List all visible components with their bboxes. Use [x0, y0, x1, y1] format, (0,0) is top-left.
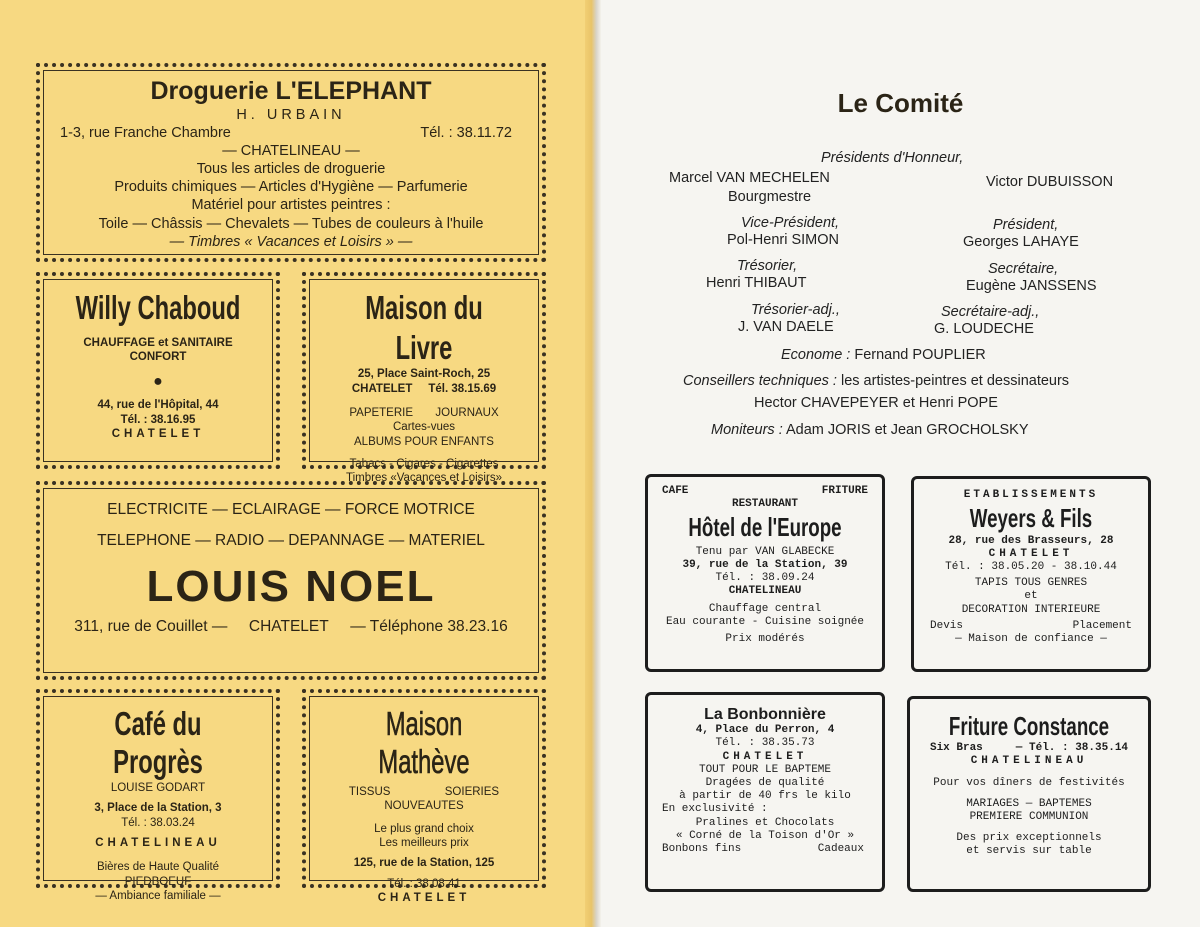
weyers-phone: Tél. : 38.05.20 - 38.10.44: [945, 561, 1117, 574]
econome-row: [781, 347, 986, 363]
conseillers-names: Hector CHAVEPEYER et Henri POPE: [754, 395, 998, 411]
right-page: [601, 0, 1200, 927]
chaboud-bullet: ●: [153, 373, 163, 391]
friture-city: CHATELINEAU: [970, 755, 1088, 768]
sec-label: Secrétaire,: [988, 261, 1059, 277]
livre-line4: Tabacs - Cigares - Cigarettes: [349, 458, 499, 471]
bonbonniere-name: La Bonbonnière: [704, 706, 826, 723]
noel-city: CHATELET: [248, 618, 329, 636]
chaboud-name: Willy Chaboud: [75, 289, 241, 326]
sec-name: Eugène JANSSENS: [966, 278, 1097, 294]
livre-line5: Timbres «Vacances et Loisirs»: [346, 472, 502, 485]
bonbonniere-line7b: Cadeaux: [817, 842, 864, 855]
chaboud-line2: CONFORT: [129, 350, 187, 363]
noel-name: LOUIS NOEL: [146, 561, 436, 611]
hotel-line2: Eau courante - Cuisine soignée: [665, 615, 865, 628]
pres-name: Georges LAHAYE: [963, 234, 1079, 250]
progres-city: CHATELINEAU: [95, 837, 221, 849]
progres-line1: Bières de Haute Qualité: [96, 861, 220, 874]
livre-line2: Cartes-vues: [393, 421, 455, 434]
progres-phone: Tél. : 38.03.24: [121, 816, 195, 829]
weyers-line4b: Placement: [1072, 619, 1132, 632]
bonbonniere-line3: à partir de 40 frs le kilo: [679, 790, 851, 803]
chaboud-phone: Tél. : 38.16.95: [120, 413, 196, 426]
ad-louis-noel: [36, 481, 546, 680]
bonbonniere-line6: « Corné de la Toison d'Or »: [675, 829, 855, 842]
progres-name: Café du Progrès: [113, 705, 203, 780]
progres-line2: PIEDBOEUF: [124, 875, 192, 888]
droguerie-address-row: [40, 124, 542, 142]
noel-line2: TELEPHONE — RADIO — DEPANNAGE — MATERIEL: [97, 532, 485, 550]
ad-droguerie: [36, 63, 546, 262]
noel-address: 311, rue de Couillet —: [74, 618, 228, 636]
droguerie-line3: Matériel pour artistes peintres :: [191, 197, 391, 214]
ad-matheve: [302, 689, 546, 905]
friture-place: Six Bras: [929, 742, 983, 755]
conseillers-text: les artistes-peintres et dessinateurs: [840, 373, 1070, 389]
droguerie-name: Droguerie L'ELEPHANT: [150, 77, 432, 105]
friture-name: Friture Constance: [948, 711, 1110, 741]
treas-label: Trésorier,: [737, 258, 798, 274]
weyers-line5: — Maison de confiance —: [955, 633, 1107, 645]
hotel-name: Hôtel de l'Europe: [688, 512, 842, 543]
progres-address: 3, Place de la Station, 3: [94, 802, 222, 815]
book-spine: [585, 0, 601, 927]
bonbonniere-line7a: Bonbons fins: [662, 842, 742, 855]
conseillers-row: [683, 373, 1069, 389]
weyers-line2: et: [1024, 590, 1038, 603]
bonbonniere-line5: Pralines et Chocolats: [695, 816, 835, 829]
weyers-city: CHATELET: [988, 547, 1074, 560]
chaboud-city: CHATELET: [111, 428, 205, 441]
treas-name: Henri THIBAUT: [706, 275, 807, 291]
vp-name: Pol-Henri SIMON: [727, 232, 839, 248]
droguerie-owner: H. URBAIN: [236, 106, 346, 123]
hotel-top-row: [648, 485, 882, 498]
weyers-line1: TAPIS TOUS GENRES: [974, 577, 1088, 590]
hotel-owner: Tenu par VAN GLABECKE: [695, 545, 835, 558]
livre-address: 25, Place Saint-Roch, 25: [357, 368, 491, 381]
ad-bonbonniere: [645, 692, 885, 892]
matheve-city: CHATELET: [377, 892, 471, 905]
friture-phone: — Tél. : 38.35.14: [1015, 742, 1129, 755]
conseillers-label: Conseillers techniques :: [683, 373, 837, 389]
livre-line1a: PAPETERIE: [349, 406, 414, 419]
hotel-top-right: FRITURE: [821, 485, 868, 497]
livre-line1b: JOURNAUX: [435, 406, 499, 419]
weyers-line4-row: [914, 620, 1148, 633]
bonbonniere-line4: En exclusivité :: [662, 803, 768, 816]
friture-line1: Pour vos dîners de festivités: [933, 776, 1125, 789]
weyers-line3: DECORATION INTERIEURE: [961, 603, 1101, 616]
ad-friture-constance: [907, 696, 1151, 892]
weyers-address: 28, rue des Brasseurs, 28: [948, 534, 1114, 547]
friture-place-row: [910, 742, 1148, 755]
weyers-top: ETABLISSEMENTS: [963, 489, 1099, 501]
friture-line2: MARIAGES — BAPTEMES: [966, 797, 1092, 810]
livre-name: Maison du Livre: [365, 289, 483, 366]
progres-line3: — Ambiance familiale —: [95, 890, 221, 903]
chaboud-line1: CHAUFFAGE et SANITAIRE: [83, 336, 233, 349]
livre-line3: ALBUMS POUR ENFANTS: [354, 435, 494, 448]
matheve-line2: NOUVEAUTES: [384, 800, 464, 813]
pres-label: Président,: [993, 217, 1059, 233]
noel-address-row: [40, 617, 542, 636]
ad-chaboud: [36, 272, 280, 469]
livre-city-row: [306, 382, 542, 396]
hotel-phone: Tél. : 38.09.24: [715, 572, 815, 585]
progres-owner: LOUISE GODART: [110, 781, 206, 794]
honor-label: Présidents d'Honneur,: [821, 150, 964, 166]
ad-hotel-europe: [645, 474, 885, 672]
matheve-line1a: TISSUS: [348, 785, 391, 798]
page-title: Le Comité: [837, 88, 964, 118]
moniteurs-names: Adam JORIS et Jean GROCHOLSKY: [785, 422, 1029, 438]
matheve-address: 125, rue de la Station, 125: [353, 857, 495, 870]
hotel-top2: RESTAURANT: [731, 498, 798, 511]
livre-phone: Tél. 38.15.69: [428, 382, 497, 395]
bonbonniere-phone: Tél. : 38.35.73: [715, 737, 815, 750]
matheve-name: Maison Mathève: [378, 705, 470, 780]
hotel-top-left: CAFE: [662, 485, 689, 497]
matheve-phone: Tél. : 38.08.41: [387, 877, 461, 890]
matheve-line4: Les meilleurs prix: [379, 837, 469, 849]
droguerie-city: — CHATELINEAU —: [222, 143, 360, 159]
noel-phone: — Téléphone 38.23.16: [350, 618, 508, 636]
friture-line3: PREMIERE COMMUNION: [969, 810, 1089, 823]
droguerie-line5: — Timbres « Vacances et Loisirs » —: [169, 233, 413, 250]
ad-maison-livre: [302, 272, 546, 485]
ad-cafe-progres: [36, 689, 280, 903]
moniteurs-row: [711, 422, 1029, 438]
bonbonniere-city: CHATELET: [722, 750, 808, 763]
weyers-name: Weyers & Fils: [969, 503, 1093, 534]
bonbonniere-line7-row: [648, 843, 882, 856]
droguerie-line2: Produits chimiques — Articles d'Hygiène — Parfumerie: [114, 179, 468, 196]
ad-weyers: [911, 476, 1151, 672]
sec-adj-label: Secrétaire-adj.,: [941, 304, 1040, 320]
chaboud-address: 44, rue de l'Hôpital, 44: [97, 399, 219, 412]
econome-label: Econome :: [781, 347, 851, 363]
matheve-line3: Le plus grand choix: [374, 822, 474, 835]
bonbonniere-line1: TOUT POUR LE BAPTEME: [698, 763, 832, 776]
livre-city: CHATELET: [351, 382, 413, 395]
treas-adj-label: Trésorier-adj.,: [751, 302, 840, 318]
treas-adj-name: J. VAN DAELE: [738, 319, 834, 335]
vp-label: Vice-Président,: [741, 215, 840, 231]
noel-line1: ELECTRICITE — ECLAIRAGE — FORCE MOTRICE: [107, 501, 475, 518]
left-page: [0, 0, 597, 927]
livre-line1-row: [306, 406, 542, 420]
matheve-line1b: SOIERIES: [444, 785, 500, 798]
bonbonniere-line2: Dragées de qualité: [705, 776, 825, 789]
econome-name: Fernand POUPLIER: [854, 347, 986, 363]
moniteurs-label: Moniteurs :: [711, 422, 783, 438]
droguerie-address: 1-3, rue Franche Chambre: [60, 124, 231, 141]
hotel-line3: Prix modérés: [725, 633, 805, 645]
friture-line5: et servis sur table: [966, 845, 1092, 858]
honor1-role: Bourgmestre: [728, 189, 812, 205]
hotel-line1: Chauffage central: [708, 602, 822, 615]
friture-line4: Des prix exceptionnels: [956, 832, 1102, 845]
weyers-line4a: Devis: [930, 619, 964, 632]
hotel-address: 39, rue de la Station, 39: [682, 559, 848, 572]
droguerie-line4: Toile — Châssis — Chevalets — Tubes de couleurs à l'huile: [98, 215, 484, 232]
sec-adj-name: G. LOUDECHE: [934, 321, 1034, 337]
droguerie-phone: Tél. : 38.11.72: [420, 124, 512, 141]
bonbonniere-address: 4, Place du Perron, 4: [695, 724, 835, 737]
honor2-name: Victor DUBUISSON: [986, 174, 1114, 190]
hotel-city: CHATELINEAU: [728, 585, 802, 598]
droguerie-line1: Tous les articles de droguerie: [196, 161, 386, 178]
honor1-name: Marcel VAN MECHELEN: [669, 170, 830, 186]
matheve-line1-row: [306, 785, 542, 799]
